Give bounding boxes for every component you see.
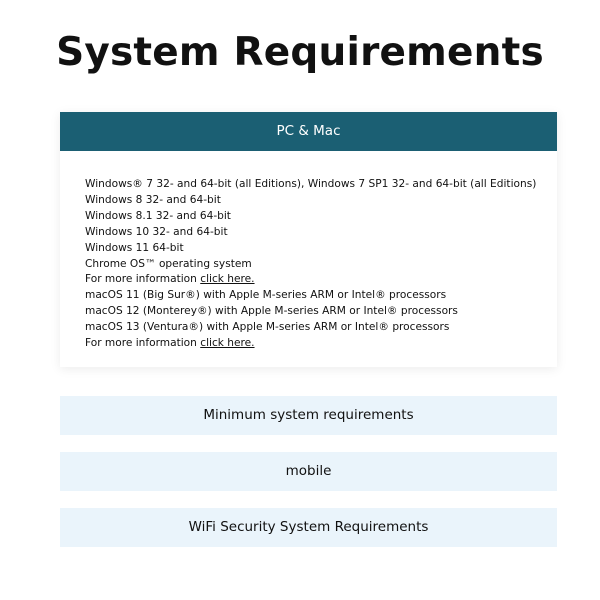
more-info-text: For more information bbox=[85, 273, 201, 286]
accordion-panel-mobile bbox=[60, 452, 557, 491]
accordion-panel-wifi-security bbox=[60, 508, 557, 547]
more-info-line bbox=[85, 272, 532, 288]
requirement-line: macOS 12 (Monterey®) with Apple M-series ARM or Intel® processors bbox=[85, 305, 458, 318]
accordion-header-minimum-requirements[interactable]: Minimum system requirements bbox=[60, 396, 557, 435]
requirement-line: Windows® 7 32- and 64-bit (all Editions), Windows 7 SP1 32- and 64-bit (all Editions) bbox=[85, 178, 537, 190]
requirement-line: macOS 13 (Ventura®) with Apple M-series ARM or Intel® processors bbox=[85, 321, 450, 334]
accordion-header-pc-mac[interactable]: PC & Mac bbox=[60, 112, 557, 151]
accordion-panel-pc-mac bbox=[60, 112, 557, 367]
click-here-link[interactable]: click here. bbox=[200, 337, 255, 350]
accordion-panel-minimum-requirements bbox=[60, 396, 557, 435]
requirement-line: Windows 11 64-bit bbox=[85, 241, 184, 254]
accordion-header-wifi-security[interactable]: WiFi Security System Requirements bbox=[60, 508, 557, 547]
requirement-line: Windows 10 32- and 64-bit bbox=[85, 225, 228, 238]
page-title: System Requirements bbox=[56, 30, 544, 75]
requirement-line: Chrome OS™ operating system bbox=[85, 257, 252, 270]
requirement-line: macOS 11 (Big Sur®) with Apple M-series ARM or Intel® processors bbox=[85, 289, 447, 302]
accordion-body-pc-mac bbox=[60, 151, 557, 367]
requirement-line: Windows 8.1 32- and 64-bit bbox=[85, 209, 231, 222]
click-here-link[interactable]: click here. bbox=[200, 273, 255, 286]
more-info-line bbox=[85, 336, 532, 352]
more-info-text: For more information bbox=[85, 337, 201, 350]
requirement-line: Windows 8 32- and 64-bit bbox=[85, 193, 221, 206]
accordion-header-mobile[interactable]: mobile bbox=[60, 452, 557, 491]
